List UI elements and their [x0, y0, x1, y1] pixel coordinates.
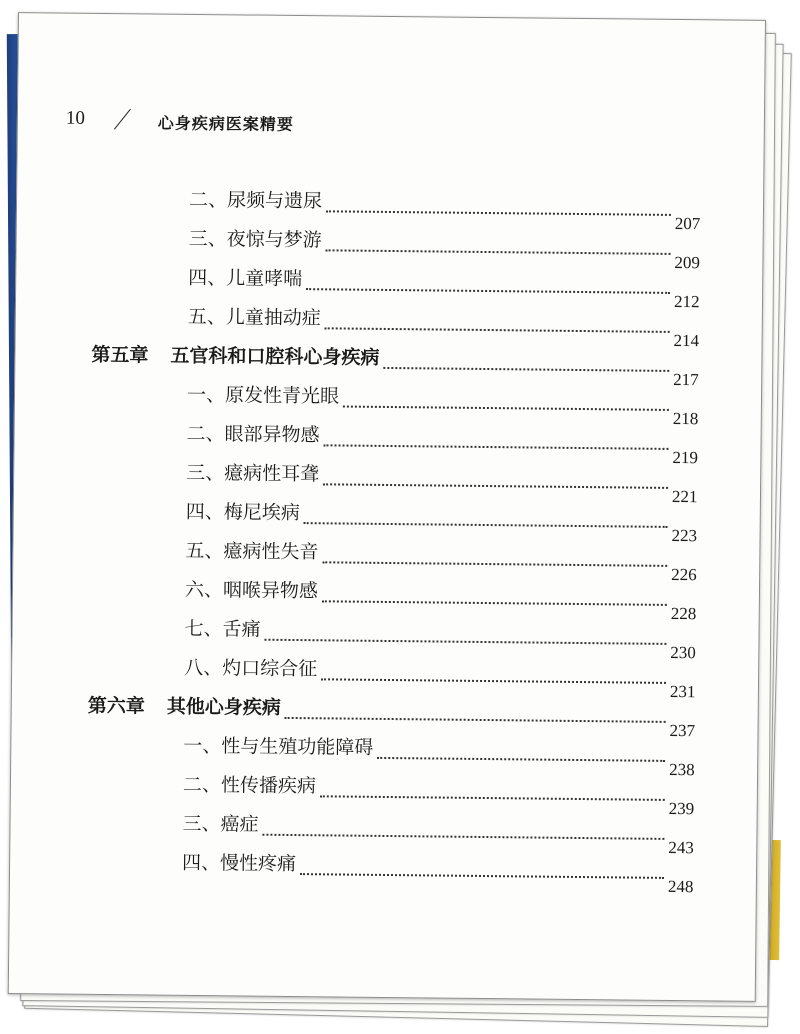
toc-page-number: 237	[669, 720, 696, 741]
toc-page-number: 214	[673, 330, 700, 351]
dot-leader	[343, 404, 669, 411]
toc-item-label: 五、癔病性失音	[185, 538, 320, 565]
toc-item-label: 二、眼部异物感	[186, 421, 321, 448]
chapter-number: 第六章	[87, 694, 145, 718]
dot-leader	[285, 715, 666, 723]
toc-chapter-row	[91, 342, 705, 388]
dot-leader	[306, 286, 670, 294]
chapter-number: 第五章	[91, 343, 149, 367]
dot-leader	[326, 208, 671, 216]
toc-page-number: 218	[672, 408, 699, 429]
dot-leader	[304, 520, 668, 528]
toc-item-row	[183, 733, 701, 778]
toc-item-label: 四、慢性疼痛	[182, 850, 298, 877]
toc-page-number: 219	[672, 447, 698, 468]
dot-leader	[322, 559, 667, 567]
toc-page-number: 226	[671, 564, 697, 585]
dot-leader	[321, 676, 666, 684]
toc-item-label: 四、梅尼埃病	[186, 499, 302, 526]
dot-leader	[323, 442, 668, 450]
dot-leader	[326, 247, 671, 255]
dot-leader	[262, 832, 664, 840]
toc-page-number: 221	[671, 486, 698, 507]
toc-item-row	[186, 460, 704, 505]
toc-item-label: 一、原发性青光眼	[187, 382, 341, 410]
toc-item-row	[182, 811, 700, 856]
toc-item-label: 四、儿童哮喘	[188, 265, 304, 292]
toc-item-row	[188, 265, 706, 310]
chapter-title: 其他心身疾病	[166, 695, 281, 719]
table-of-contents	[9, 13, 765, 1001]
toc-page-number: 231	[669, 681, 696, 702]
book-title: 心身疾病医案精要	[157, 113, 294, 134]
toc-item-row	[188, 304, 706, 349]
dot-leader	[323, 481, 668, 489]
toc-item-label: 八、灼口综合征	[184, 655, 319, 682]
dot-leader	[377, 755, 665, 762]
dot-leader	[325, 325, 670, 333]
toc-item-row	[185, 577, 703, 622]
toc-item-row	[185, 538, 703, 583]
toc-item-label: 二、性传播疾病	[183, 772, 318, 799]
page-number: 10	[65, 107, 86, 129]
toc-item-row	[189, 187, 707, 232]
toc-page-number: 209	[674, 252, 701, 273]
toc-page-number: 207	[674, 213, 701, 234]
toc-page-number: 230	[670, 642, 696, 663]
toc-item-label: 三、癔病性耳聋	[186, 460, 321, 487]
toc-item-row	[186, 421, 704, 466]
chapter-title: 五官科和口腔科心身疾病	[170, 344, 380, 369]
toc-chapter-heading	[91, 342, 381, 371]
dot-leader	[383, 365, 669, 372]
dot-leader	[322, 598, 667, 606]
toc-page-number: 243	[668, 837, 694, 858]
toc-page-number: 212	[673, 291, 700, 312]
toc-item-row	[184, 655, 702, 700]
toc-item-row	[183, 772, 701, 817]
toc-item-label: 三、夜惊与梦游	[189, 226, 324, 253]
toc-item-row	[188, 226, 706, 271]
toc-item-label: 五、儿童抽动症	[188, 304, 323, 331]
book-page	[8, 12, 766, 1002]
toc-page-number: 217	[673, 369, 699, 390]
toc-item-label: 一、性与生殖功能障碍	[183, 733, 375, 761]
toc-page-number: 228	[670, 603, 697, 624]
toc-item-row	[182, 850, 700, 895]
toc-page-number: 239	[668, 798, 695, 819]
toc-item-label: 七、舌痛	[184, 616, 262, 643]
toc-item-row	[184, 616, 702, 661]
toc-chapter-row	[87, 693, 701, 739]
toc-chapter-heading	[88, 693, 283, 721]
toc-page-number: 248	[667, 876, 694, 897]
toc-page-number: 223	[671, 525, 698, 546]
dot-leader	[264, 637, 666, 645]
dot-leader	[300, 871, 664, 879]
toc-page-number: 238	[669, 759, 695, 780]
toc-item-row	[187, 382, 705, 427]
toc-item-label: 二、尿频与遗尿	[189, 187, 324, 214]
toc-item-row	[186, 499, 704, 544]
toc-item-label: 六、咽喉异物感	[185, 577, 320, 604]
dot-leader	[320, 793, 665, 801]
toc-item-label: 三、癌症	[182, 811, 260, 838]
